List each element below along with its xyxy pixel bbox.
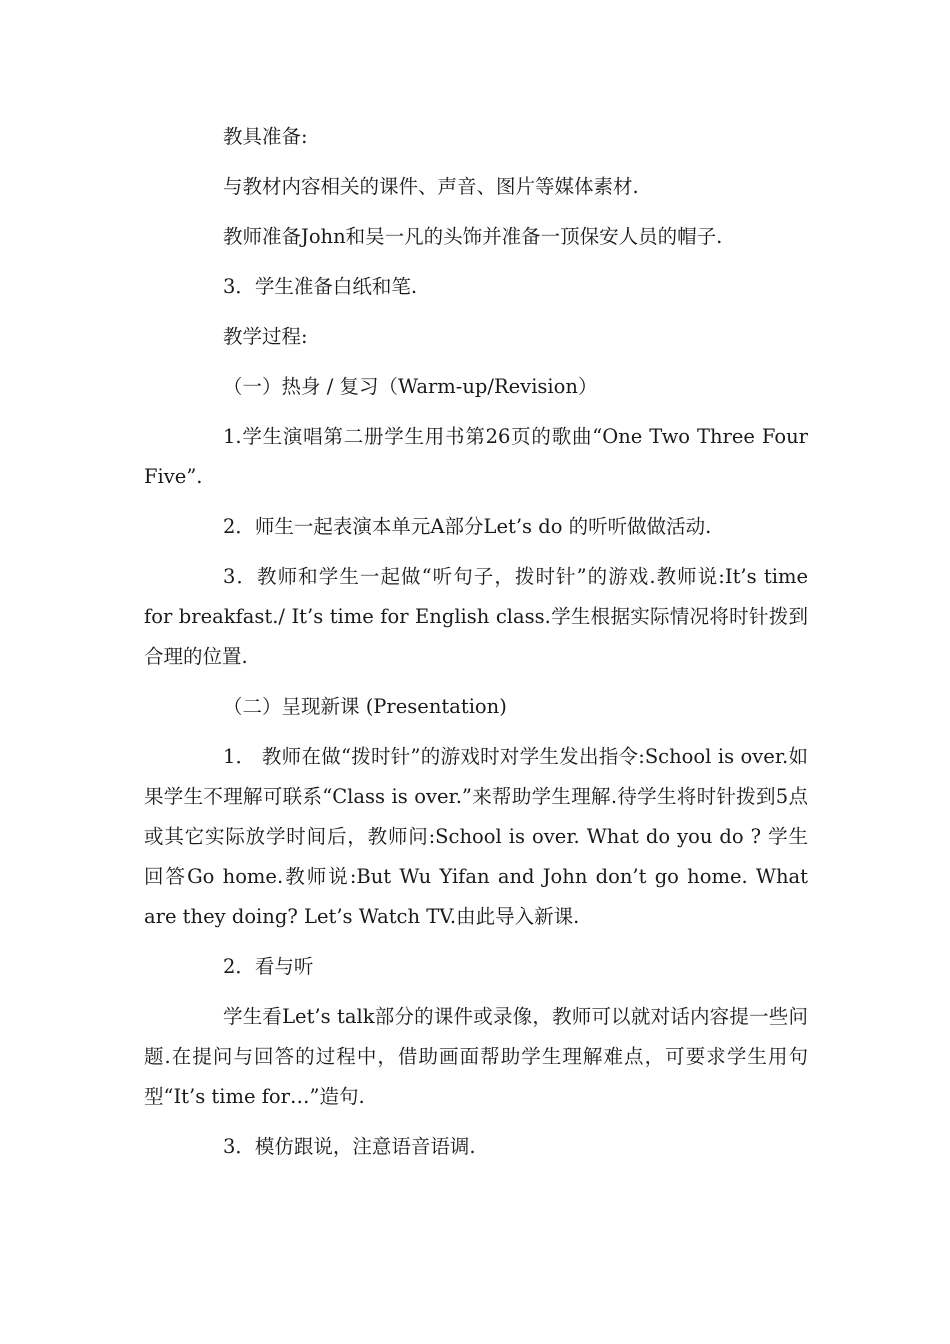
paragraph-student-materials: 3．学生准备白纸和笔.: [223, 275, 418, 298]
section-heading-warm-up: （一）热身 / 复习（Warm-up/Revision）: [223, 375, 598, 398]
paragraph-teaching-aids-heading: 教具准备:: [223, 125, 308, 148]
paragraph-teaching-process-heading: 教学过程:: [223, 325, 308, 348]
paragraph-warm-up-step-3: 3．教师和学生一起做“听句子，拨时针”的游戏.教师说:It’s time for breakfast./ It’s time for English class.学生根据实际情况将时针拨到合理的位置.: [144, 565, 808, 668]
paragraph-warm-up-step-1: 1.学生演唱第二册学生用书第26页的歌曲“One Two Three Four Five”.: [144, 425, 808, 488]
document-body: [144, 117, 808, 1177]
paragraph-presentation-step-2-body: 学生看Let’s talk部分的课件或录像，教师可以就对话内容提一些问题.在提问与回答的过程中，借助画面帮助学生理解难点，可要求学生用句型“It’s time for…”造句.: [144, 1005, 808, 1108]
paragraph-presentation-step-2-heading: 2．看与听: [223, 955, 314, 978]
paragraph-presentation-step-1: 1． 教师在做“拨时针”的游戏时对学生发出指令:School is over.如果学生不理解可联系“Class is over.”来帮助学生理解.待学生将时针拨到5点或其它实际放学时间后，教师问:School is over. What do you do ? 学生回答Go home.教师说:But Wu Yifan and John don’t go home. What are they doing? Let’s Watch TV.由此导入新课.: [144, 745, 808, 928]
section-heading-presentation: （二）呈现新课 (Presentation): [223, 695, 507, 718]
paragraph-presentation-step-3: 3．模仿跟说，注意语音语调.: [223, 1135, 476, 1158]
paragraph-teacher-props: 教师准备John和吴一凡的头饰并准备一顶保安人员的帽子.: [223, 225, 723, 248]
paragraph-media-materials: 与教材内容相关的课件、声音、图片等媒体素材.: [223, 175, 639, 198]
paragraph-warm-up-step-2: 2．师生一起表演本单元A部分Let’s do 的听听做做活动.: [223, 515, 712, 538]
